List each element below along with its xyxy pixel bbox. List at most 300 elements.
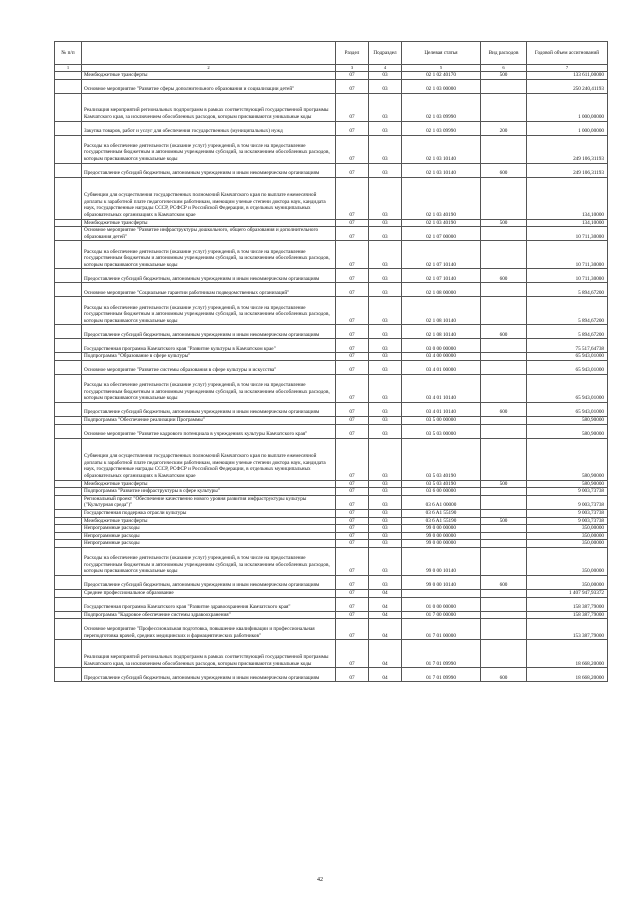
row-expense-type-cell: 600	[481, 575, 527, 589]
row-target-article-cell: 03 6 00 00000	[402, 488, 481, 496]
row-name-cell: Подпрограмма "Развитие инфраструктуры в сфере культуры"	[82, 488, 336, 496]
row-expense-type-cell: 500	[481, 219, 527, 227]
row-target-article-cell: 01 7 01 00000	[402, 619, 481, 640]
table-row	[55, 495, 608, 509]
row-amount-cell: 580,90000	[527, 438, 608, 480]
column-number: 4	[369, 65, 402, 72]
table-body	[55, 72, 608, 682]
row-amount-cell: 133 611,00000	[527, 72, 608, 80]
row-number-cell	[55, 575, 82, 589]
row-expense-type-cell: 600	[481, 325, 527, 339]
table-row	[55, 93, 608, 121]
row-expense-type-cell: 500	[481, 72, 527, 80]
column-number: 1	[55, 65, 82, 72]
row-podrazdel-cell: 04	[369, 589, 402, 597]
table-row	[55, 611, 608, 619]
row-amount-cell: 249 106,31193	[527, 135, 608, 163]
row-razdel-cell: 07	[336, 480, 369, 488]
table-row	[55, 163, 608, 177]
table-row	[55, 640, 608, 668]
row-target-article-cell: 03 6 A1 55190	[402, 509, 481, 517]
row-name-cell: Основное мероприятие "Развитие сферы дополнительного образования и социализации детей"	[82, 79, 336, 93]
row-name-cell: Закупка товаров, работ и услуг для обеспечения государственных (муниципальных) нужд	[82, 121, 336, 135]
row-number-cell	[55, 402, 82, 416]
row-razdel-cell: 07	[336, 353, 369, 361]
row-number-cell	[55, 611, 82, 619]
row-expense-type-cell: 600	[481, 163, 527, 177]
row-name-cell: Расходы на обеспечение деятельности (оказание услуг) учреждений, в том числе на предоставление государственным бюджетным и автономным учреждениям субсидий, за исключением обособленных расходов, которым присваиваются уникальные коды	[82, 547, 336, 575]
row-amount-cell: 350,00000	[527, 547, 608, 575]
row-name-cell: Непрограммные расходы	[82, 540, 336, 548]
row-amount-cell: 580,90000	[527, 424, 608, 438]
column-number: 5	[402, 65, 481, 72]
row-name-cell: Государственная поддержка отрасли культуры	[82, 509, 336, 517]
row-expense-type-cell	[481, 525, 527, 533]
row-razdel-cell: 07	[336, 177, 369, 219]
row-number-cell	[55, 360, 82, 374]
row-amount-cell: 65 943,01000	[527, 402, 608, 416]
row-target-article-cell: 02 1 03 40190	[402, 177, 481, 219]
row-name-cell: Предоставление субсидий бюджетным, автономным учреждениям и иным некоммерческим организациям	[82, 668, 336, 682]
row-number-cell	[55, 219, 82, 227]
row-podrazdel-cell: 03	[369, 540, 402, 548]
row-razdel-cell: 07	[336, 325, 369, 339]
row-amount-cell: 9 003,73738	[527, 495, 608, 509]
row-name-cell: Реализация мероприятий региональных подпрограмм в рамках соответствующей государственной программы Камчатского края, за исключением обособленных расходов, которым присваиваются уникальные коды	[82, 640, 336, 668]
row-podrazdel-cell: 03	[369, 488, 402, 496]
row-razdel-cell: 07	[336, 79, 369, 93]
row-amount-cell: 249 106,31193	[527, 163, 608, 177]
row-target-article-cell	[402, 589, 481, 597]
row-razdel-cell: 07	[336, 374, 369, 402]
row-expense-type-cell	[481, 540, 527, 548]
row-podrazdel-cell: 03	[369, 353, 402, 361]
table-row	[55, 525, 608, 533]
row-razdel-cell: 07	[336, 547, 369, 575]
row-target-article-cell: 02 1 03 40190	[402, 219, 481, 227]
row-razdel-cell: 07	[336, 575, 369, 589]
table-row	[55, 121, 608, 135]
row-number-cell	[55, 339, 82, 353]
row-razdel-cell: 07	[336, 402, 369, 416]
row-target-article-cell: 02 1 07 10140	[402, 241, 481, 269]
row-podrazdel-cell: 03	[369, 525, 402, 533]
row-podrazdel-cell: 03	[369, 509, 402, 517]
row-podrazdel-cell: 03	[369, 532, 402, 540]
table-row	[55, 509, 608, 517]
table-header-row	[55, 42, 608, 65]
row-podrazdel-cell: 03	[369, 72, 402, 80]
row-number-cell	[55, 495, 82, 509]
row-podrazdel-cell: 03	[369, 547, 402, 575]
row-name-cell: Подпрограмма "Кадровое обеспечение системы здравоохранения"	[82, 611, 336, 619]
row-amount-cell: 65 943,01000	[527, 374, 608, 402]
row-podrazdel-cell: 03	[369, 480, 402, 488]
header-podrazdel: Подраздел	[369, 42, 402, 65]
row-name-cell: Межбюджетные трансферты	[82, 72, 336, 80]
row-amount-cell: 158 387,79000	[527, 611, 608, 619]
row-razdel-cell: 07	[336, 509, 369, 517]
row-number-cell	[55, 416, 82, 424]
row-amount-cell: 350,00000	[527, 525, 608, 533]
table-row	[55, 517, 608, 525]
row-amount-cell: 5 894,67200	[527, 283, 608, 297]
row-number-cell	[55, 177, 82, 219]
row-podrazdel-cell: 03	[369, 325, 402, 339]
row-expense-type-cell	[481, 339, 527, 353]
row-podrazdel-cell: 03	[369, 241, 402, 269]
header-expense-type: Вид расходов	[481, 42, 527, 65]
row-podrazdel-cell: 03	[369, 135, 402, 163]
column-number: 6	[481, 65, 527, 72]
row-expense-type-cell: 500	[481, 517, 527, 525]
row-number-cell	[55, 227, 82, 241]
table-row	[55, 353, 608, 361]
row-expense-type-cell: 600	[481, 402, 527, 416]
row-number-cell	[55, 93, 82, 121]
row-expense-type-cell	[481, 589, 527, 597]
row-number-cell	[55, 525, 82, 533]
row-number-cell	[55, 668, 82, 682]
row-expense-type-cell	[481, 438, 527, 480]
row-name-cell: Реализация мероприятий региональных подпрограмм в рамках соответствующей государственной программы Камчатского края, за исключением обособленных расходов, которым присваиваются уникальные коды	[82, 93, 336, 121]
row-number-cell	[55, 547, 82, 575]
row-target-article-cell: 99 0 00 10140	[402, 547, 481, 575]
table-row	[55, 532, 608, 540]
page-number: 42	[317, 877, 323, 883]
row-target-article-cell: 99 0 00 00000	[402, 532, 481, 540]
row-target-article-cell: 03 4 01 10140	[402, 402, 481, 416]
row-target-article-cell: 03 4 00 00000	[402, 353, 481, 361]
row-expense-type-cell: 500	[481, 480, 527, 488]
row-amount-cell: 1 000,00000	[527, 93, 608, 121]
row-name-cell: Предоставление субсидий бюджетным, автономным учреждениям и иным некоммерческим организациям	[82, 402, 336, 416]
row-target-article-cell: 01 0 00 00000	[402, 597, 481, 611]
row-number-cell	[55, 488, 82, 496]
row-name-cell: Расходы на обеспечение деятельности (оказание услуг) учреждений, в том числе на предоставление государственным бюджетным и автономным учреждениям субсидий, за исключением обособленных расходов, которым присваиваются уникальные коды	[82, 135, 336, 163]
row-name-cell: Основное мероприятие "Развитие кадрового потенциала в учреждениях культуры Камчатского края"	[82, 424, 336, 438]
row-amount-cell: 350,00000	[527, 575, 608, 589]
row-name-cell: Предоставление субсидий бюджетным, автономным учреждениям и иным некоммерческим организациям	[82, 325, 336, 339]
row-razdel-cell: 07	[336, 488, 369, 496]
row-podrazdel-cell: 03	[369, 495, 402, 509]
row-razdel-cell: 07	[336, 589, 369, 597]
row-razdel-cell: 07	[336, 121, 369, 135]
table-row	[55, 547, 608, 575]
row-number-cell	[55, 517, 82, 525]
row-number-cell	[55, 589, 82, 597]
row-expense-type-cell	[481, 93, 527, 121]
row-amount-cell: 10 711,30000	[527, 227, 608, 241]
row-razdel-cell: 07	[336, 438, 369, 480]
row-target-article-cell: 03 5 03 00000	[402, 424, 481, 438]
row-target-article-cell: 02 1 08 00000	[402, 283, 481, 297]
row-name-cell: Государственная программа Камчатского края "Развитие здравоохранения Камчатского края"	[82, 597, 336, 611]
row-number-cell	[55, 297, 82, 325]
row-podrazdel-cell: 03	[369, 79, 402, 93]
row-podrazdel-cell: 03	[369, 424, 402, 438]
row-podrazdel-cell: 03	[369, 177, 402, 219]
row-target-article-cell: 02 1 07 00000	[402, 227, 481, 241]
row-target-article-cell: 02 1 03 10140	[402, 135, 481, 163]
row-podrazdel-cell: 03	[369, 517, 402, 525]
column-number: 3	[336, 65, 369, 72]
row-amount-cell: 5 894,67200	[527, 325, 608, 339]
row-number-cell	[55, 532, 82, 540]
row-name-cell: Основное мероприятие "Развитие системы образования в сфере культуры и искусства"	[82, 360, 336, 374]
row-name-cell: Субвенции для осуществления государственных полномочий Камчатского края по выплате ежемесячной доплаты к заработной плате педагогическим работникам, имеющим ученые степени доктора наук, кандидата наук, государственные награды СССР, РСФСР и Российской Федерации, в отдельных муниципальных образовательных организациях в Камчатском крае	[82, 438, 336, 480]
row-amount-cell: 9 003,73738	[527, 509, 608, 517]
row-number-cell	[55, 619, 82, 640]
row-target-article-cell: 01 7 00 00000	[402, 611, 481, 619]
row-name-cell: Расходы на обеспечение деятельности (оказание услуг) учреждений, в том числе на предоставление государственным бюджетным и автономным учреждениям субсидий, за исключением обособленных расходов, которым присваиваются уникальные коды	[82, 241, 336, 269]
row-target-article-cell: 01 7 01 09990	[402, 668, 481, 682]
row-name-cell: Предоставление субсидий бюджетным, автономным учреждениям и иным некоммерческим организациям	[82, 163, 336, 177]
row-razdel-cell: 07	[336, 219, 369, 227]
row-amount-cell: 18 668,20000	[527, 640, 608, 668]
row-expense-type-cell	[481, 79, 527, 93]
row-name-cell: Региональный проект "Обеспечение качественно нового уровня развития инфраструктуры культуры ("Культурная среда")"	[82, 495, 336, 509]
row-amount-cell: 10 711,30000	[527, 241, 608, 269]
table-row	[55, 597, 608, 611]
row-number-cell	[55, 163, 82, 177]
row-expense-type-cell	[481, 241, 527, 269]
budget-table	[54, 41, 608, 682]
row-amount-cell: 1 407 947,93372	[527, 589, 608, 597]
row-expense-type-cell	[481, 353, 527, 361]
row-amount-cell: 65 943,01000	[527, 360, 608, 374]
row-number-cell	[55, 540, 82, 548]
row-number-cell	[55, 135, 82, 163]
row-razdel-cell: 07	[336, 93, 369, 121]
row-name-cell: Межбюджетные трансферты	[82, 480, 336, 488]
row-razdel-cell: 07	[336, 495, 369, 509]
row-target-article-cell: 02 1 03 00000	[402, 79, 481, 93]
row-expense-type-cell: 600	[481, 668, 527, 682]
header-razdel: Раздел	[336, 42, 369, 65]
row-podrazdel-cell: 03	[369, 339, 402, 353]
row-expense-type-cell	[481, 547, 527, 575]
table-row	[55, 619, 608, 640]
row-razdel-cell: 07	[336, 597, 369, 611]
table-row	[55, 269, 608, 283]
row-amount-cell: 5 894,67200	[527, 297, 608, 325]
row-name-cell: Основное мероприятие "Социальные гарантии работникам подведомственных организаций"	[82, 283, 336, 297]
row-amount-cell: 9 003,73738	[527, 517, 608, 525]
row-podrazdel-cell: 03	[369, 121, 402, 135]
row-razdel-cell: 07	[336, 517, 369, 525]
row-name-cell: Государственная программа Камчатского края "Развитие культуры в Камчатском крае"	[82, 339, 336, 353]
row-number-cell	[55, 269, 82, 283]
row-razdel-cell: 07	[336, 227, 369, 241]
row-amount-cell: 153 387,79000	[527, 619, 608, 640]
row-razdel-cell: 07	[336, 135, 369, 163]
row-target-article-cell: 03 4 01 00000	[402, 360, 481, 374]
row-name-cell: Непрограммные расходы	[82, 525, 336, 533]
row-expense-type-cell	[481, 611, 527, 619]
row-target-article-cell: 99 0 00 10140	[402, 575, 481, 589]
table-row	[55, 480, 608, 488]
table-row	[55, 438, 608, 480]
row-name-cell: Межбюджетные трансферты	[82, 517, 336, 525]
row-target-article-cell: 02 1 08 10140	[402, 297, 481, 325]
table-row	[55, 135, 608, 163]
row-target-article-cell: 03 6 A1 00000	[402, 495, 481, 509]
table-row	[55, 424, 608, 438]
row-number-cell	[55, 424, 82, 438]
row-razdel-cell: 07	[336, 416, 369, 424]
row-expense-type-cell	[481, 177, 527, 219]
row-amount-cell: 350,00000	[527, 532, 608, 540]
row-target-article-cell: 03 5 03 40190	[402, 480, 481, 488]
row-podrazdel-cell: 04	[369, 640, 402, 668]
row-podrazdel-cell: 04	[369, 668, 402, 682]
row-expense-type-cell	[481, 283, 527, 297]
row-expense-type-cell	[481, 619, 527, 640]
row-podrazdel-cell: 03	[369, 402, 402, 416]
row-podrazdel-cell: 03	[369, 219, 402, 227]
row-number-cell	[55, 438, 82, 480]
table-row	[55, 325, 608, 339]
table-row	[55, 241, 608, 269]
row-expense-type-cell: 600	[481, 269, 527, 283]
row-target-article-cell: 03 6 A1 55190	[402, 517, 481, 525]
header-name	[82, 42, 336, 65]
row-razdel-cell: 07	[336, 163, 369, 177]
row-expense-type-cell	[481, 532, 527, 540]
row-podrazdel-cell: 03	[369, 269, 402, 283]
row-expense-type-cell	[481, 135, 527, 163]
row-podrazdel-cell: 04	[369, 597, 402, 611]
header-num: № п/п	[55, 42, 82, 65]
table-row	[55, 72, 608, 80]
row-target-article-cell: 02 1 03 09990	[402, 93, 481, 121]
row-amount-cell: 158 387,79000	[527, 597, 608, 611]
row-target-article-cell: 02 1 03 09990	[402, 121, 481, 135]
row-podrazdel-cell: 03	[369, 227, 402, 241]
row-razdel-cell: 07	[336, 269, 369, 283]
row-expense-type-cell	[481, 424, 527, 438]
row-razdel-cell: 07	[336, 640, 369, 668]
row-podrazdel-cell: 03	[369, 416, 402, 424]
header-annual-amount: Годовой объем ассигнований	[527, 42, 608, 65]
row-number-cell	[55, 241, 82, 269]
row-amount-cell: 134,10000	[527, 177, 608, 219]
row-name-cell: Субвенции для осуществления государственных полномочий Камчатского края по выплате ежемесячной доплаты к заработной плате педагогическим работникам, имеющим ученые степени доктора наук, кандидата наук, государственные награды СССР, РСФСР и Российской Федерации, в отдельных муниципальных образовательных организациях в Камчатском крае	[82, 177, 336, 219]
column-number: 2	[82, 65, 336, 72]
row-podrazdel-cell: 03	[369, 575, 402, 589]
row-razdel-cell: 07	[336, 525, 369, 533]
row-podrazdel-cell: 03	[369, 297, 402, 325]
row-number-cell	[55, 374, 82, 402]
row-amount-cell: 18 668,20000	[527, 668, 608, 682]
row-name-cell: Предоставление субсидий бюджетным, автономным учреждениям и иным некоммерческим организациям	[82, 575, 336, 589]
row-podrazdel-cell: 04	[369, 619, 402, 640]
row-name-cell: Предоставление субсидий бюджетным, автономным учреждениям и иным некоммерческим организациям	[82, 269, 336, 283]
row-name-cell: Расходы на обеспечение деятельности (оказание услуг) учреждений, в том числе на предоставление государственным бюджетным и автономным учреждениям субсидий, за исключением обособленных расходов, которым присваиваются уникальные коды	[82, 297, 336, 325]
row-amount-cell: 75 517,64738	[527, 339, 608, 353]
table-row	[55, 339, 608, 353]
row-podrazdel-cell: 04	[369, 611, 402, 619]
row-number-cell	[55, 121, 82, 135]
table-row	[55, 227, 608, 241]
row-expense-type-cell: 200	[481, 121, 527, 135]
row-razdel-cell: 07	[336, 297, 369, 325]
row-target-article-cell: 02 1 02 40170	[402, 72, 481, 80]
row-expense-type-cell	[481, 227, 527, 241]
row-expense-type-cell	[481, 360, 527, 374]
table-row	[55, 219, 608, 227]
row-target-article-cell: 03 0 00 00000	[402, 339, 481, 353]
row-number-cell	[55, 597, 82, 611]
row-amount-cell: 10 711,30000	[527, 269, 608, 283]
row-name-cell: Подпрограмма "Обеспечение реализации Программы"	[82, 416, 336, 424]
table-row	[55, 283, 608, 297]
table-row	[55, 297, 608, 325]
table-row	[55, 575, 608, 589]
row-number-cell	[55, 325, 82, 339]
table-row	[55, 374, 608, 402]
row-name-cell: Непрограммные расходы	[82, 532, 336, 540]
row-razdel-cell: 07	[336, 668, 369, 682]
row-number-cell	[55, 480, 82, 488]
row-amount-cell: 350,00000	[527, 540, 608, 548]
row-expense-type-cell	[481, 488, 527, 496]
row-razdel-cell: 07	[336, 72, 369, 80]
table-row	[55, 668, 608, 682]
row-podrazdel-cell: 03	[369, 360, 402, 374]
table-row	[55, 177, 608, 219]
row-target-article-cell: 02 1 08 10140	[402, 325, 481, 339]
row-podrazdel-cell: 03	[369, 163, 402, 177]
row-name-cell: Расходы на обеспечение деятельности (оказание услуг) учреждений, в том числе на предоставление государственным бюджетным и автономным учреждениям субсидий, за исключением обособленных расходов, которым присваиваются уникальные коды	[82, 374, 336, 402]
row-number-cell	[55, 353, 82, 361]
row-amount-cell: 580,90000	[527, 480, 608, 488]
row-expense-type-cell	[481, 416, 527, 424]
row-razdel-cell: 07	[336, 339, 369, 353]
row-podrazdel-cell: 03	[369, 438, 402, 480]
table-row	[55, 402, 608, 416]
row-number-cell	[55, 509, 82, 517]
row-expense-type-cell	[481, 495, 527, 509]
table-row	[55, 79, 608, 93]
row-amount-cell: 134,10000	[527, 219, 608, 227]
table-row	[55, 589, 608, 597]
row-amount-cell: 1 000,00000	[527, 121, 608, 135]
table-row	[55, 416, 608, 424]
row-name-cell: Основное мероприятие "Развитие инфраструктуры дошкольного, общего образования и дополнительного образования детей"	[82, 227, 336, 241]
row-target-article-cell: 01 7 01 09990	[402, 640, 481, 668]
table-row	[55, 488, 608, 496]
row-name-cell: Подпрограмма "Образование в сфере культуры"	[82, 353, 336, 361]
table-row	[55, 540, 608, 548]
row-podrazdel-cell: 03	[369, 374, 402, 402]
row-razdel-cell: 07	[336, 540, 369, 548]
row-target-article-cell: 99 0 00 00000	[402, 525, 481, 533]
row-razdel-cell: 07	[336, 241, 369, 269]
row-target-article-cell: 02 1 03 10140	[402, 163, 481, 177]
row-target-article-cell: 03 5 03 40190	[402, 438, 481, 480]
table-row	[55, 360, 608, 374]
row-expense-type-cell	[481, 640, 527, 668]
row-razdel-cell: 07	[336, 283, 369, 297]
row-name-cell: Основное мероприятие "Профессиональная подготовка, повышение квалификации и профессиональная переподготовка врачей, средних медицинских и фармацевтических работников"	[82, 619, 336, 640]
row-razdel-cell: 07	[336, 360, 369, 374]
row-podrazdel-cell: 03	[369, 283, 402, 297]
row-razdel-cell: 07	[336, 532, 369, 540]
row-podrazdel-cell: 03	[369, 93, 402, 121]
header-target-article: Целевая статья	[402, 42, 481, 65]
